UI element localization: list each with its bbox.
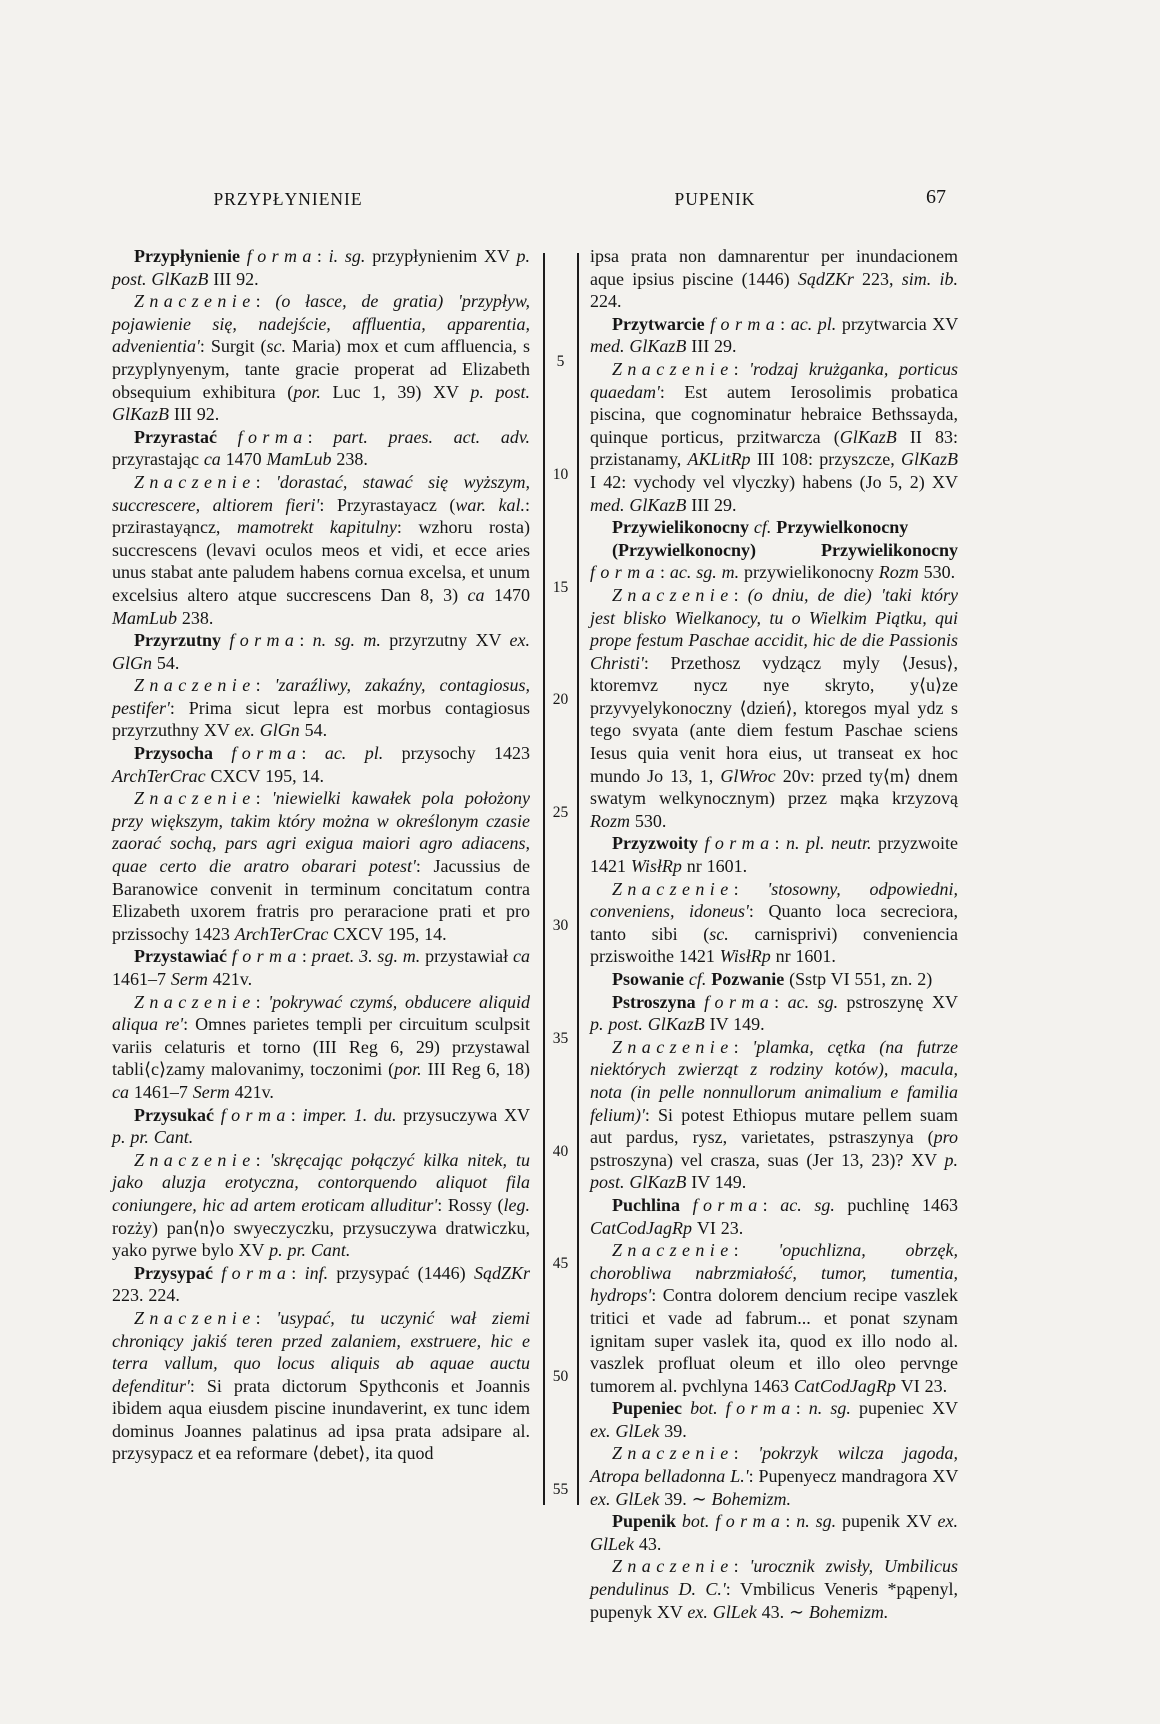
entry-paragraph: Pupeniec bot. forma: n. sg. pupeniec XV ex. GlLek 39. <box>590 1398 958 1441</box>
line-number: 45 <box>552 1255 569 1272</box>
line-number: 35 <box>552 1030 569 1047</box>
line-number: 30 <box>552 917 569 934</box>
line-number: 5 <box>556 353 565 370</box>
entry-paragraph: Znaczenie: 'usypać, tu uczynić wał ziemi chroniący jakiś teren przed zalaniem, exstruere, hic e terra vallum, quo locus aliquis ab aquae auctu defenditur': Si prata dictorum Spythconis et Joannis ibidem aqua eiusdem piscine inundaverint, ex tunc idem dominus Joannes palatinus ad ipsa prata adsipare al. przysypacz et ea reformare ⟨debet⟩, ita quod <box>112 1307 530 1464</box>
entry-paragraph: Znaczenie: 'zaraźliwy, zakaźny, contagiosus, pestifer': Prima sicut lepra est morbus contagiosus przyrzuthny XV ex. GlGn 54. <box>112 675 530 741</box>
entry-paragraph: Znaczenie: 'skręcając połączyć kilka nitek, tu jako aluzja erotyczna, contorquendo aliquot fila coniungere, hic ad artem eroticam alluditur': Rossy (leg. rozży) pan⟨n⟩o swyeczyczku, przysuczywa dratwiczku, yako pyrwe bylo XV p. pr. Cant. <box>112 1149 531 1261</box>
gutter-rule-left <box>543 253 545 1505</box>
line-number: 10 <box>552 466 569 483</box>
right-column <box>590 245 958 1623</box>
left-column <box>112 245 530 1465</box>
entry-paragraph: ipsa prata non damnarentur per inundacionem aque ipsius piscine (1446) SądZKr 223, sim. ib. 224. <box>590 246 958 312</box>
entry-paragraph: Znaczenie: 'opuchlizna, obrzęk, chorobliwa nabrzmiałość, tumor, tumentia, hydrops': Contra dolorem dencium recipe vaszlek tritici et vade ad fabrum... et ponat szynam ignitam super vaslek ita, quod ex illo nodo al. vaszlek profluat oleum et illo oleo pervnge tumorem al. pvchlyna 1463 CatCodJagRp VI 23. <box>590 1240 958 1396</box>
entry-paragraph: Przyrzutny forma: n. sg. m. przyrzutny XV ex. GlGn 54. <box>112 630 530 673</box>
entry-paragraph: (Przywielkonocny) Przywielikonocny forma: ac. sg. m. przywielikonocny Rozm 530. <box>590 539 958 583</box>
line-number: 15 <box>552 579 569 596</box>
entry-paragraph: Pstroszyna forma: ac. sg. pstroszynę XV p. post. GlKazB IV 149. <box>590 991 958 1035</box>
running-head-right: PUPENIK <box>674 189 756 209</box>
entry-paragraph: Znaczenie: (o dniu, de die) 'taki który jest blisko Wielkanocy, tu o Wielkim Piątku, qui prope festum Paschae accidit, hic de die Passionis Christi': Przethosz vydzącz myly ⟨Jesus⟩, ktoremvz nycz nye skryto, y⟨u⟩ze przyvyelykonoczny ⟨dzień⟩, ktoregos myal ydz s tego svyata (ante diem festum Paschae sciens Iesus quia venit hora eius, ut transeat ex hoc mundo Jo 13, 1, GlWroc 20v: przed ty⟨m⟩ dnem swatym welkynocznym) przez mąka krzyzovą Rozm 530. <box>590 584 959 831</box>
line-number: 25 <box>552 804 569 821</box>
entry-paragraph: Przysukać forma: imper. 1. du. przysuczywa XV p. pr. Cant. <box>112 1104 530 1148</box>
line-number: 50 <box>552 1368 569 1385</box>
entry-paragraph: Przypłynienie forma: i. sg. przypłynienim XV p. post. GlKazB III 92. <box>112 246 530 289</box>
entry-paragraph: Znaczenie: 'dorastać, stawać się wyższym, succrescere, altiorem fieri': Przyrastayacz (war. kal.: przirastayąncz, mamotrekt kapitulny: wzhoru rosta) succrescens (levavi oculos meos et vidi, et ecce aries unus stabat ante paludem habens cornua excelsa, et unum excelsius altero atque succrescens Dan 8, 3) ca 1470 MamLub 238. <box>112 471 530 628</box>
entry-paragraph: Przysocha forma: ac. pl. przysochy 1423 ArchTerCrac CXCV 195, 14. <box>112 743 530 786</box>
entry-paragraph: Znaczenie: 'urocznik zwisły, Umbilicus pendulinus D. C.': Vmbilicus Veneris *pąpenyl, pupenyk XV ex. GlLek 43. ∼ Bohemizm. <box>590 1556 959 1622</box>
entry-paragraph: Znaczenie: 'pokrywać czymś, obducere aliquid aliqua re': Omnes parietes templi per circuitum sculpsit variis celaturis et torno (III Reg 6, 29) przystawal tabli⟨c⟩zamy malovanimy, toczonimi (por. III Reg 6, 18) ca 1461–7 Serm 421v. <box>112 991 530 1102</box>
entry-paragraph: Przyrastać forma: part. praes. act. adv. przyrastając ca 1470 MamLub 238. <box>112 426 530 470</box>
entry-paragraph: Puchlina forma: ac. sg. puchlinę 1463 CatCodJagRp VI 23. <box>590 1194 958 1238</box>
entry-paragraph: Znaczenie: 'pokrzyk wilcza jagoda, Atropa belladonna L.': Pupenyecz mandragora XV ex. GlLek 39. ∼ Bohemizm. <box>590 1443 959 1509</box>
running-head-left: PRZYPŁYNIENIE <box>213 189 363 209</box>
line-number: 55 <box>552 1481 569 1498</box>
entry-paragraph: Psowanie cf. Pozwanie (Sstp VI 551, zn. 2) <box>612 969 933 989</box>
gutter-rule-right <box>577 253 579 1505</box>
entry-paragraph: Przyzwoity forma: n. pl. neutr. przyzwoite 1421 WisłRp nr 1601. <box>590 833 958 877</box>
entry-paragraph: Przytwarcie forma: ac. pl. przytwarcia XV med. GlKazB III 29. <box>590 313 958 357</box>
line-number: 40 <box>552 1143 569 1160</box>
entry-paragraph: Znaczenie: 'plamka, cętka (na futrze niektórych zwierząt z rodziny kotów), macula, nota (in pelle nonnullorum animalium e familia felium)': Si potest Ethiopus mutare pellem suam aut pardus, rysz, varietates, pstraszynya (pro pstroszyna) vel crasza, suas (Jer 13, 23)? XV p. post. GlKazB IV 149. <box>590 1036 958 1193</box>
entry-paragraph: Przysypać forma: inf. przysypać (1446) SądZKr 223. 224. <box>112 1262 530 1306</box>
entry-paragraph: Pupenik bot. forma: n. sg. pupenik XV ex. GlLek 43. <box>590 1511 958 1554</box>
entry-paragraph: Przystawiać forma: praet. 3. sg. m. przystawiał ca 1461–7 Serm 421v. <box>112 946 531 989</box>
entry-paragraph: Znaczenie: 'stosowny, odpowiedni, conveniens, idoneus': Quanto loca secreciora, tanto sibi (sc. carnisprivi) conveniencia prziswoithe 1421 WisłRp nr 1601. <box>590 878 959 967</box>
page-number: 67 <box>926 186 946 208</box>
entry-paragraph: Znaczenie: 'niewielki kawałek pola położony przy większym, takim który można w określonym czasie zaorać sochą, pars agri exigua maiori agro adiacens, quae certo die aratro obarari potest': Jacussius de Baranowice convenit in terminum concitatum contra Elizabeth uxorem fratris pro peraracione prati et pro przissochy 1423 ArchTerCrac CXCV 195, 14. <box>112 788 530 944</box>
entry-paragraph: Znaczenie: 'rodzaj krużganka, porticus quaedam': Est autem Ierosolimis probatica piscina, que cognominatur hebraice Bethssayda, quinque porticus, przitwarcza (GlKazB II 83: przistanamy, AKLitRp III 108: przyszcze, GlKazB I 42: vychody vel vlyczky) habens (Jo 5, 2) XV med. GlKazB III 29. <box>590 358 958 515</box>
entry-paragraph: Przywielikonocny cf. Przywielkonocny <box>612 517 909 538</box>
line-number: 20 <box>552 691 569 708</box>
entry-paragraph: Znaczenie: (o łasce, de gratia) 'przypływ, pojawienie się, nadejście, affluentia, apparentia, advenientia': Surgit (sc. Maria) mox et cum affluencia, s przyplynyenym, tante gracie properat ad Elizabeth obsequium exhibitura (por. Luc 1, 39) XV p. post. GlKazB III 92. <box>112 291 531 425</box>
